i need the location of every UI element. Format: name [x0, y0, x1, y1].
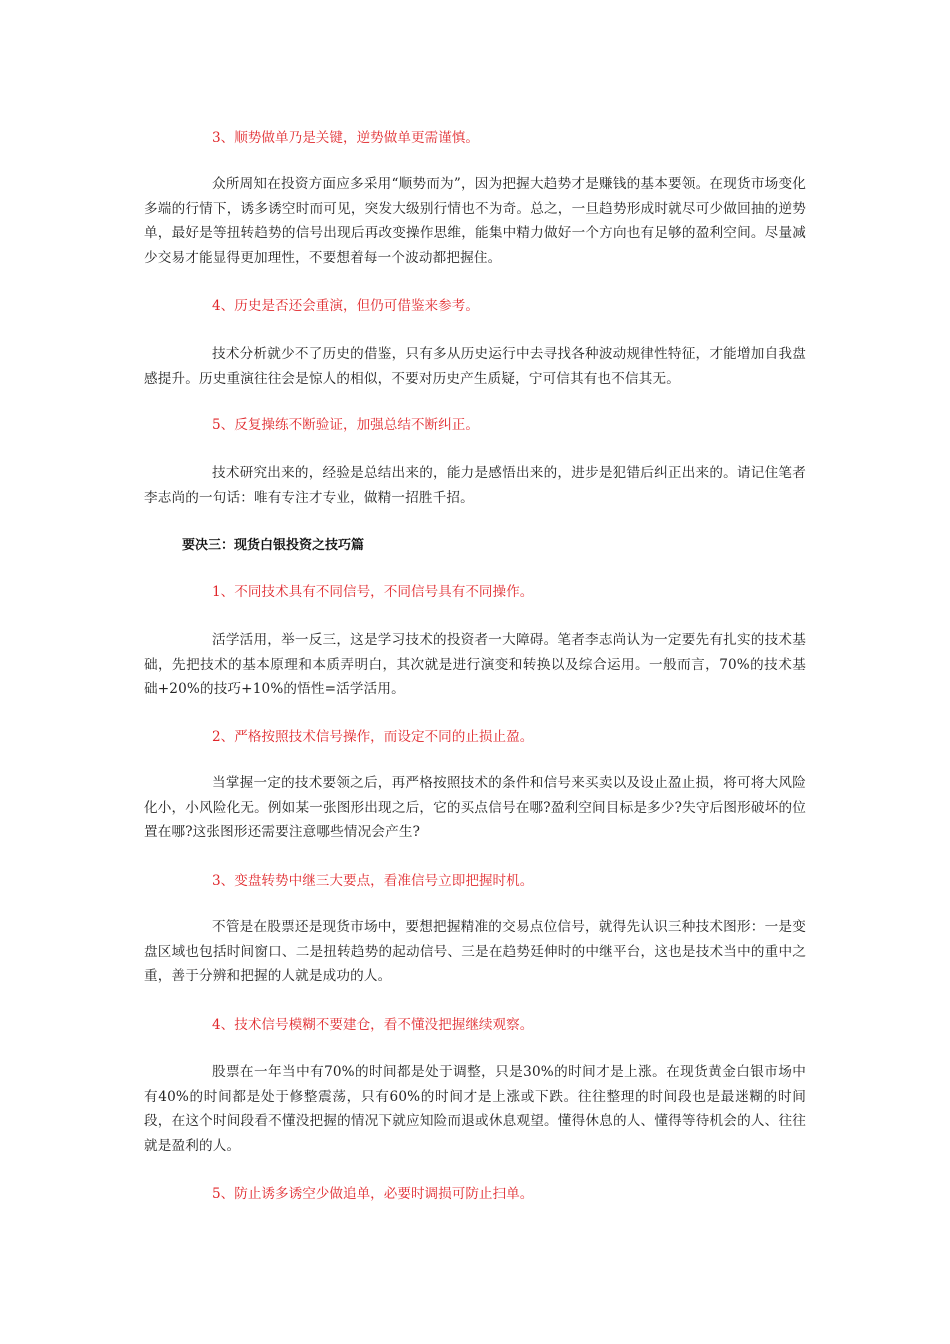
paragraph-stop-loss: 当掌握一定的技术要领之后，再严格按照技术的条件和信号来买卖以及设止盈止损，将可将大风险化小，小风险化无。例如某一张图形出现之后，它的买点信号在哪?盈利空间目标是多少?失守后图形破坏的位置在哪?这张图形还需要注意哪些情况会产生?	[144, 775, 806, 841]
heading-trend-following: 3、顺势做单乃是关键，逆势做单更需谨慎。	[212, 130, 479, 146]
paragraph-practice: 技术研究出来的，经验是总结出来的，能力是感悟出来的，进步是犯错后纠正出来的。请记住笔者李志尚的一句话：唯有专注才专业，做精一招胜千招。	[144, 465, 806, 506]
paragraph-reversal-points: 不管是在股票还是现货市场中，要想把握精准的交易点位信号，就得先认识三种技术图形：一是变盘区域也包括时间窗口、二是扭转趋势的起动信号、三是在趋势廷伸时的中继平台，这也是技术当中的重中之重，善于分辨和把握的人就是成功的人。	[144, 919, 806, 985]
heading-history-repeat: 4、历史是否还会重演，但仍可借鉴来参考。	[212, 298, 479, 314]
heading-reversal-points: 3、变盘转势中继三大要点，看准信号立即把握时机。	[212, 873, 534, 889]
paragraph-history-repeat: 技术分析就少不了历史的借鉴，只有多从历史运行中去寻找各种波动规律性特征，才能增加自我盘感提升。历史重演往往会是惊人的相似，不要对历史产生质疑，宁可信其有也不信其无。	[144, 346, 806, 387]
heading-prevent-chasing: 5、防止诱多诱空少做追单，必要时调损可防止扫单。	[212, 1186, 534, 1202]
heading-practice: 5、反复操练不断验证，加强总结不断纠正。	[212, 417, 479, 433]
heading-unclear-signals: 4、技术信号模糊不要建仓，看不懂没把握继续观察。	[212, 1017, 534, 1033]
section-title-skills: 要决三：现货白银投资之技巧篇	[182, 538, 365, 553]
paragraph-different-signals: 活学活用，举一反三，这是学习技术的投资者一大障碍。笔者李志尚认为一定要先有扎实的技术基础，先把技术的基本原理和本质弄明白，其次就是进行演变和转换以及综合运用。一般而言，70%的技术基础+20%的技巧+10%的悟性=活学活用。	[144, 632, 806, 698]
heading-stop-loss: 2、严格按照技术信号操作，而设定不同的止损止盈。	[212, 729, 534, 745]
paragraph-trend-following: 众所周知在投资方面应多采用“顺势而为”，因为把握大趋势才是赚钱的基本要领。在现货市场变化多端的行情下，诱多诱空时而可见，突发大级别行情也不为奇。总之，一旦趋势形成时就尽可少做回抽的逆势单，最好是等扭转趋势的信号出现后再改变操作思维，能集中精力做好一个方向也有足够的盈利空间。尽量减少交易才能显得更加理性，不要想着每一个波动都把握住。	[144, 176, 806, 267]
heading-different-signals: 1、不同技术具有不同信号，不同信号具有不同操作。	[212, 584, 534, 600]
paragraph-unclear-signals: 股票在一年当中有70%的时间都是处于调整，只是30%的时间才是上涨。在现货黄金白银市场中有40%的时间都是处于修整震荡，只有60%的时间才是上涨或下跌。往往整理的时间段也是最迷糊的时间段，在这个时间段看不懂没把握的情况下就应知险而退或休息观望。懂得休息的人、懂得等待机会的人、往往就是盈利的人。	[144, 1064, 806, 1155]
